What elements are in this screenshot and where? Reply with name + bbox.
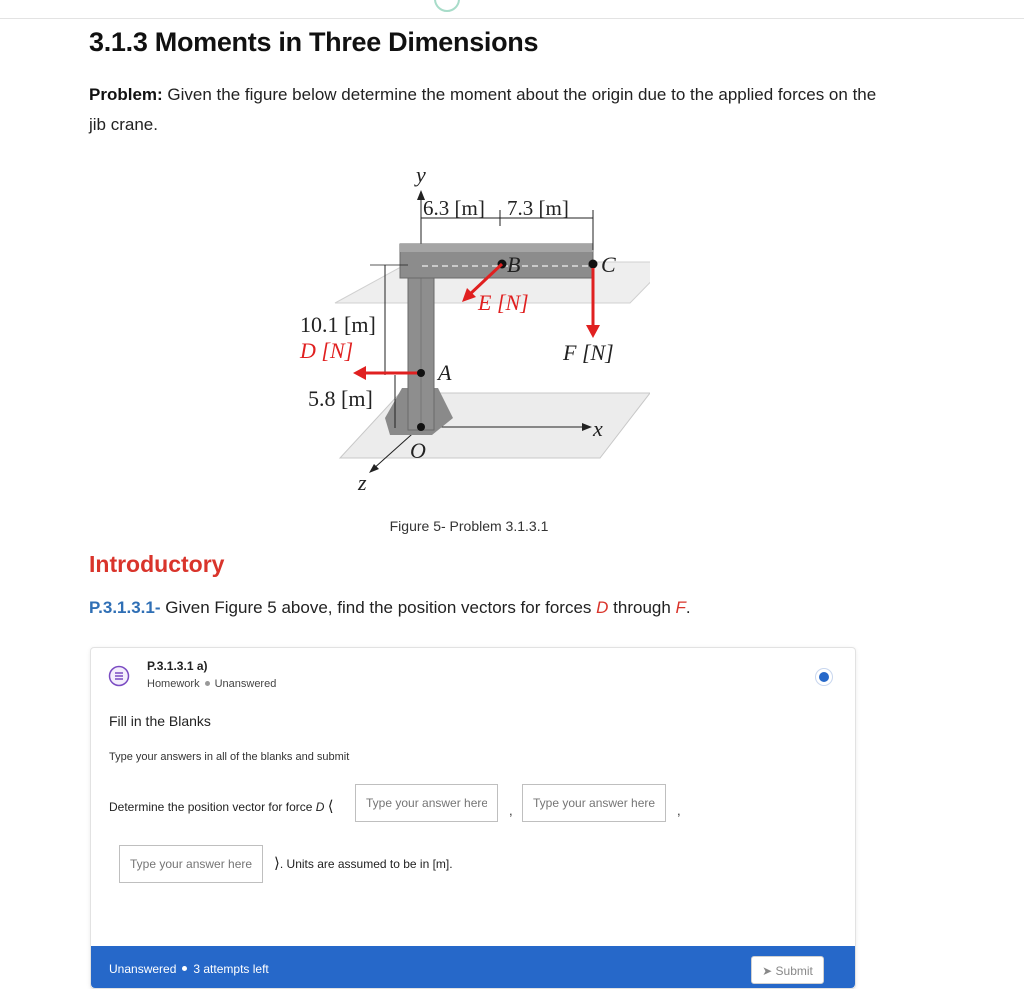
units-text: . Units are assumed to be in [m].: [279, 857, 453, 871]
dim-height: 10.1 [m]: [300, 312, 376, 337]
prompt: [109, 797, 334, 815]
problem-text: Given the figure below determine the moment about the origin due to the applied forces on the jib crane.: [89, 85, 877, 134]
intro-problem: [89, 598, 691, 618]
var-f: F: [675, 598, 686, 617]
instructions: Type your answers in all of the blanks and submit: [109, 751, 350, 763]
dim-top-right: 7.3 [m]: [507, 196, 569, 220]
problem-statement: [89, 80, 879, 140]
y-axis-label: y: [416, 162, 426, 187]
question-meta: [147, 678, 276, 690]
comma-1: ,: [509, 803, 513, 818]
x-axis-label: x: [593, 416, 603, 441]
point-a-label: A: [438, 360, 452, 385]
question-card: [90, 647, 856, 989]
force-d-label: D [N]: [300, 338, 354, 363]
question-list-icon: [108, 665, 130, 687]
intro-text-before: Given Figure 5 above, find the position vectors for forces: [160, 598, 597, 617]
intro-text-end: .: [685, 598, 691, 617]
problem-id: P.3.1.3.1-: [89, 598, 161, 617]
attempts-left: 3 attempts left: [193, 962, 269, 976]
send-icon: ➤: [762, 964, 773, 978]
submit-button[interactable]: [751, 956, 824, 984]
answer-input-z[interactable]: [119, 845, 263, 883]
section-heading: Introductory: [89, 551, 225, 577]
bookmark-icon[interactable]: [815, 668, 833, 686]
question-status: Unanswered: [214, 678, 277, 690]
submit-label: Submit: [775, 964, 813, 978]
point-c-dot: [589, 260, 598, 269]
point-b-label: B: [507, 252, 521, 277]
top-bar: [0, 0, 1024, 19]
close-paren: ⟩: [274, 855, 280, 872]
section-label: Fill in the Blanks: [109, 713, 211, 729]
footer-status: [109, 962, 269, 976]
point-a-dot: [417, 369, 425, 377]
units-note: [274, 854, 453, 872]
intro-text-mid: through: [608, 598, 676, 617]
force-f-label: F [N]: [563, 340, 614, 365]
dim-top-left: 6.3 [m]: [423, 196, 485, 220]
comma-2: ,: [677, 803, 681, 818]
page-title: 3.1.3 Moments in Three Dimensions: [89, 27, 539, 57]
var-d: D: [596, 598, 609, 617]
prompt-prefix: Determine the position vector for force: [109, 800, 316, 814]
ground-plane: [340, 393, 650, 458]
open-paren: ⟨: [327, 798, 334, 815]
question-type: Homework: [147, 678, 200, 690]
problem-label: Problem:: [89, 85, 163, 104]
answer-input-y[interactable]: [522, 784, 666, 822]
figure-caption: [0, 518, 1024, 534]
footer-status-text: Unanswered: [109, 962, 177, 976]
scroll-indicator-icon: [434, 0, 460, 12]
dim-lower: 5.8 [m]: [308, 386, 373, 411]
prompt-var: D: [315, 800, 325, 814]
question-footer: [91, 946, 855, 988]
jib-crane-figure: [290, 160, 650, 500]
figure-caption-text: Figure 5- Problem 3.1.3.1: [389, 518, 549, 534]
point-c-label: C: [601, 252, 616, 277]
force-e-label: E [N]: [478, 290, 529, 315]
answer-input-x[interactable]: [355, 784, 498, 822]
point-o-label: O: [410, 438, 426, 463]
z-axis-label: z: [358, 470, 367, 495]
point-o-dot: [417, 423, 425, 431]
question-title: P.3.1.3.1 a): [147, 659, 208, 673]
